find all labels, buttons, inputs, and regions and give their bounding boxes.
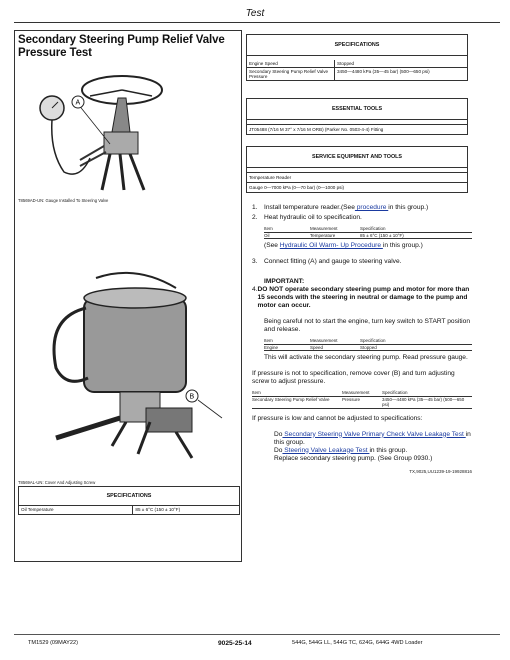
pressure-row: Secondary Steering Pump Relief Valve Pressure 3450—4480 kPa (35—45 bar) (500—650 psi) (252, 396, 472, 409)
figure-a-caption: T8569AD-UN: Gauge Installed To Steering Valve (18, 198, 109, 203)
pump-cover-illustration (26, 268, 230, 478)
spec-value: 85 ± 6°C (150 ± 10°F) (135, 507, 181, 512)
specs-table (246, 34, 468, 81)
essential-tools-table (246, 98, 468, 135)
step-2: 2. Heat hydraulic oil to specification. (252, 214, 362, 221)
service-item-1: Temperature Reader (247, 172, 467, 183)
header-divider (14, 22, 500, 23)
do-list: Do Secondary Steering Valve Primary Check Valve Leakage Test in this group. Do Steering Valve Leakage Test in this group. Replace secondary steering pump. (See Group 0930.) (274, 430, 471, 462)
procedure-link[interactable]: procedure (354, 204, 389, 211)
service-item-2: Gauge 0—7000 kPa (0—70 bar) (0—1000 psi) (249, 185, 344, 190)
procedure-steps (252, 204, 472, 474)
pressure-table: Item Measurement Specification (252, 390, 408, 395)
spec-heading: SPECIFICATIONS (19, 487, 239, 506)
service-heading: SERVICE EQUIPMENT AND TOOLS (247, 147, 467, 168)
specs-heading: SPECIFICATIONS (247, 35, 467, 56)
section-title (18, 34, 240, 60)
figure-b-caption: T8569AL-UN: Cover And Adjusting Screw (18, 480, 96, 485)
spec-row-item: Secondary Steering Pump Relief Valve Pressure (247, 68, 335, 80)
footer-models: 544G, 544G LL, 544G TC, 624G, 644G 4WD Loader (292, 640, 423, 646)
spec-row-item: Engine Speed (247, 60, 335, 67)
step-4: 4. DO NOT operate secondary steering pump and motor for more than 15 seconds with the steering in neutral or damage to the pump and motor can occur. (252, 286, 470, 309)
footer-divider (14, 634, 500, 635)
steering-valve-leakage-link[interactable]: Steering Valve Leakage Test (282, 446, 370, 454)
tools-item: JT05488 (7/16 M 37° x 7/16 M ORB) (Parker No. 0503-4-4) Fitting (247, 124, 467, 134)
pressure-adjust-paragraph: If pressure is not to specification, remove cover (B) and turn adjusting screw to adjust pressure. (252, 370, 455, 385)
spec-row-value: 3450—4480 kPa (35—45 bar) (500—650 psi) (337, 69, 430, 74)
step-3: 3. Connect fitting (A) and gauge to steering valve. (252, 258, 402, 265)
important-label: IMPORTANT: (264, 278, 305, 285)
spec-item: Oil Temperature (19, 506, 133, 514)
service-equipment-table (246, 146, 468, 193)
warmup-procedure-link[interactable]: Hydraulic Oil Warm- Up Procedure (279, 242, 383, 249)
oil-temp-spec-table (18, 486, 240, 515)
tools-heading: ESSENTIAL TOOLS (247, 99, 467, 120)
spec-row-value: Stopped (337, 61, 355, 66)
oil-temp-table: Item Measurement Specification (264, 226, 386, 231)
engine-speed-row: Engine Speed Stopped (264, 344, 472, 352)
step-4-after: This will activate the secondary steering pump. Read pressure gauge. (264, 354, 468, 361)
step-4-text: Being careful not to start the engine, turn key switch to START position and release. (264, 318, 470, 333)
footer-doc-id: TM1529 (09MAY22) (28, 640, 78, 646)
footer-page-number: 9025-25-14 (218, 640, 252, 647)
title-line-1: Secondary Steering Pump Relief Valve (18, 34, 225, 46)
callout-b: B (189, 393, 195, 401)
engine-speed-table: Item Measurement Specification (264, 338, 386, 343)
step-1: 1. Install temperature reader.(See procedure in this group.) (252, 204, 429, 211)
steering-gauge-illustration (20, 62, 180, 192)
title-line-2: Pressure Test (18, 47, 92, 59)
page-header-title: Test (245, 8, 265, 19)
reference-code: TX,9025,UU1239-19-19928816 (409, 468, 472, 474)
primary-check-valve-link[interactable]: Secondary Steering Valve Primary Check Valve Leakage Test (282, 430, 466, 438)
oil-temp-row: Oil Temperature 85 ± 6°C (150 ± 10°F) (264, 232, 472, 240)
callout-a: A (75, 99, 81, 107)
low-pressure-paragraph: If pressure is low and cannot be adjusted to specifications: (252, 414, 423, 422)
warmup-ref: (See Hydraulic Oil Warm- Up Procedure in this group.) (264, 242, 423, 249)
